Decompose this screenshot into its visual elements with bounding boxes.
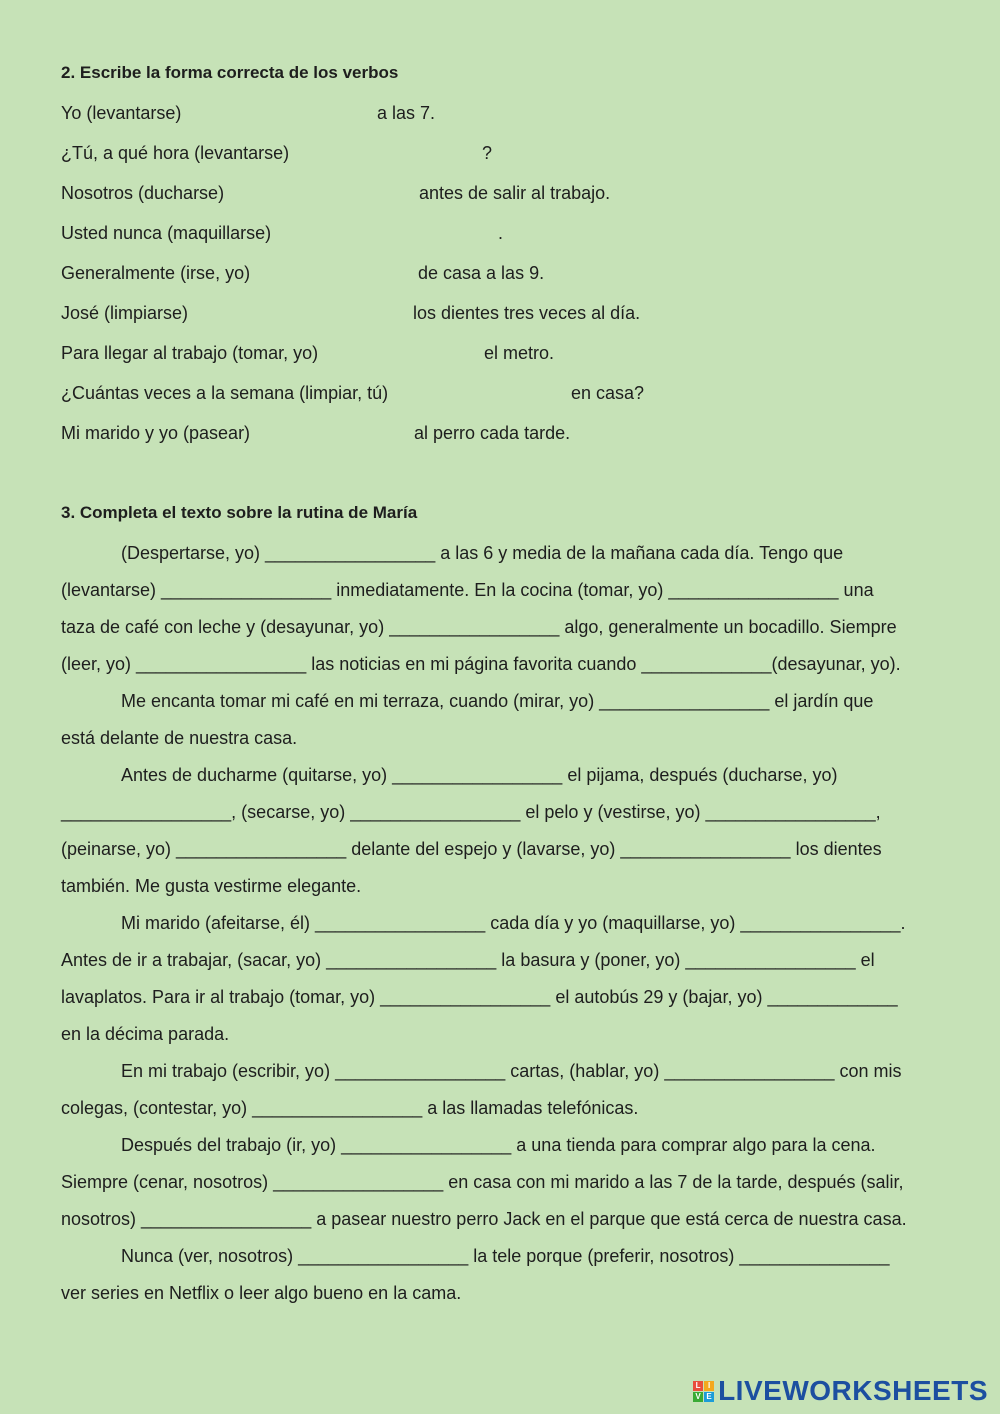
exercise-2-row bbox=[0, 181, 1000, 205]
row-prompt: Usted nunca (maquillarse) bbox=[61, 223, 272, 243]
row-ending: los dientes tres veces al día. bbox=[413, 303, 641, 323]
text-line: taza de café con leche y (desayunar, yo) _________________ algo, generalmente un bocadillo. Siempre bbox=[61, 617, 897, 637]
liveworksheets-logo[interactable] bbox=[693, 1374, 988, 1408]
row-ending: a las 7. bbox=[377, 103, 436, 123]
exercise-2-row bbox=[0, 301, 1000, 325]
text-line: Antes de ducharme (quitarse, yo) _________________ el pijama, después (ducharse, yo) bbox=[121, 765, 838, 785]
text-line: (leer, yo) _________________ las noticias en mi página favorita cuando _____________(desayunar, yo). bbox=[61, 654, 901, 674]
text-line: colegas, (contestar, yo) _________________ a las llamadas telefónicas. bbox=[61, 1098, 639, 1118]
text-line: Nunca (ver, nosotros) _________________ la tele porque (preferir, nosotros) _______________ bbox=[121, 1246, 890, 1266]
row-prompt: Para llegar al trabajo (tomar, yo) bbox=[61, 343, 319, 363]
text-line: Siempre (cenar, nosotros) _________________ en casa con mi marido a las 7 de la tarde, después (salir, bbox=[61, 1172, 904, 1192]
text-line: nosotros) _________________ a pasear nuestro perro Jack en el parque que está cerca de nuestra casa. bbox=[61, 1209, 907, 1229]
exercise-2-title: 2. Escribe la forma correcta de los verbos bbox=[61, 63, 399, 82]
row-prompt: Nosotros (ducharse) bbox=[61, 183, 225, 203]
text-line: Antes de ir a trabajar, (sacar, yo) _________________ la basura y (poner, yo) _________________ el bbox=[61, 950, 875, 970]
exercise-2-row bbox=[0, 141, 1000, 165]
text-line: (Despertarse, yo) _________________ a las 6 y media de la mañana cada día. Tengo que bbox=[121, 543, 844, 563]
row-ending: ? bbox=[482, 143, 493, 163]
row-prompt: Generalmente (irse, yo) bbox=[61, 263, 251, 283]
row-ending: al perro cada tarde. bbox=[414, 423, 571, 443]
text-line: _________________, (secarse, yo) _________________ el pelo y (vestirse, yo) _________________, bbox=[61, 802, 881, 822]
text-line: lavaplatos. Para ir al trabajo (tomar, yo) _________________ el autobús 29 y (bajar, yo) _____________ bbox=[61, 987, 898, 1007]
row-prompt: Yo (levantarse) bbox=[61, 103, 182, 123]
logo-letter: I bbox=[704, 1381, 714, 1391]
text-line: (levantarse) _________________ inmediatamente. En la cocina (tomar, yo) _________________ una bbox=[61, 580, 874, 600]
exercise-2-row bbox=[0, 261, 1000, 285]
exercise-2-row bbox=[0, 421, 1000, 445]
text-line: ver series en Netflix o leer algo bueno en la cama. bbox=[61, 1283, 462, 1303]
logo-letter: V bbox=[693, 1392, 703, 1402]
text-line: está delante de nuestra casa. bbox=[61, 728, 298, 748]
logo-text: LIVEWORKSHEETS bbox=[718, 1375, 988, 1406]
row-prompt: Mi marido y yo (pasear) bbox=[61, 423, 251, 443]
text-line: En mi trabajo (escribir, yo) _________________ cartas, (hablar, yo) _________________ con mis bbox=[121, 1061, 902, 1081]
exercise-2-row bbox=[0, 101, 1000, 125]
row-ending: el metro. bbox=[484, 343, 555, 363]
row-ending: de casa a las 9. bbox=[418, 263, 545, 283]
row-ending: en casa? bbox=[571, 383, 645, 403]
exercise-2-row bbox=[0, 341, 1000, 365]
text-line: Mi marido (afeitarse, él) _________________ cada día y yo (maquillarse, yo) ________________. bbox=[121, 913, 906, 933]
text-line: también. Me gusta vestirme elegante. bbox=[61, 876, 362, 896]
logo-letter: E bbox=[704, 1392, 714, 1402]
row-ending: antes de salir al trabajo. bbox=[419, 183, 611, 203]
text-line: en la décima parada. bbox=[61, 1024, 230, 1044]
exercise-3-title: 3. Completa el texto sobre la rutina de María bbox=[61, 503, 418, 522]
exercise-2-row bbox=[0, 381, 1000, 405]
logo-letter: L bbox=[693, 1381, 703, 1391]
logo-mark-icon bbox=[693, 1381, 714, 1402]
text-line: (peinarse, yo) _________________ delante del espejo y (lavarse, yo) _________________ los dientes bbox=[61, 839, 882, 859]
text-line: Me encanta tomar mi café en mi terraza, cuando (mirar, yo) _________________ el jardín que bbox=[121, 691, 874, 711]
row-prompt: ¿Cuántas veces a la semana (limpiar, tú) bbox=[61, 383, 389, 403]
row-prompt: José (limpiarse) bbox=[61, 303, 189, 323]
exercise-2-row bbox=[0, 221, 1000, 245]
row-prompt: ¿Tú, a qué hora (levantarse) bbox=[61, 143, 290, 163]
text-line: Después del trabajo (ir, yo) _________________ a una tienda para comprar algo para la cena. bbox=[121, 1135, 876, 1155]
row-ending: . bbox=[498, 223, 504, 243]
